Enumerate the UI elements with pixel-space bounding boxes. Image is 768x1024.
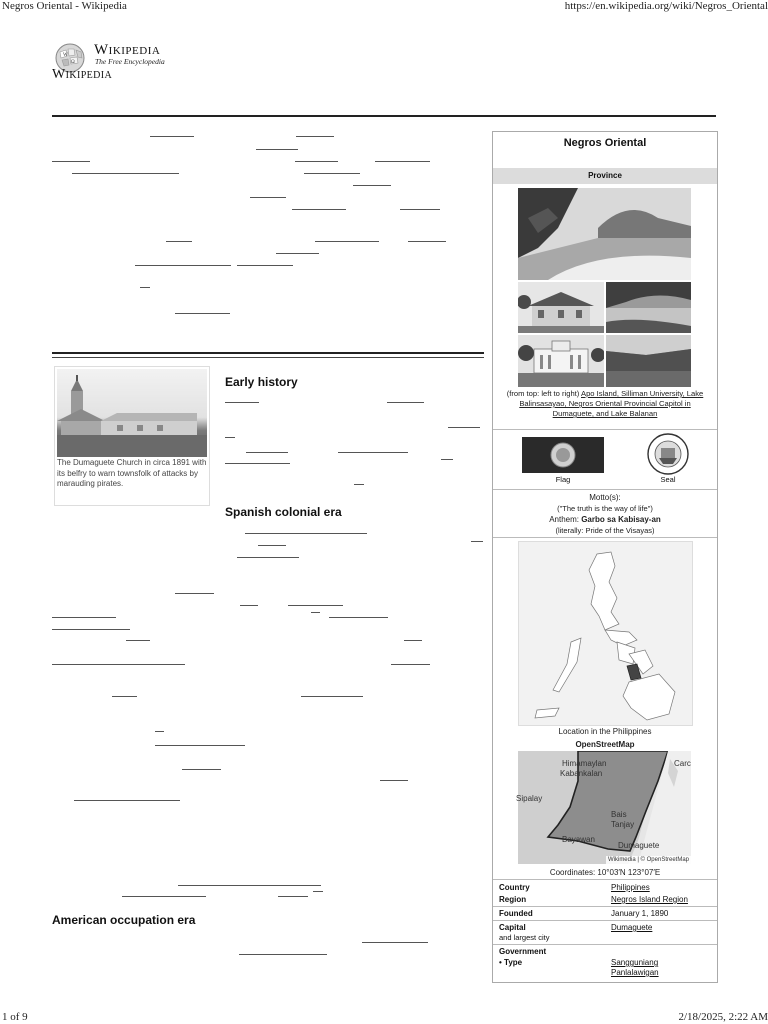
infobox-province-band: Province — [493, 168, 717, 184]
text-link[interactable] — [311, 612, 320, 613]
lake-balanan-photo[interactable] — [606, 335, 691, 387]
text-link[interactable] — [387, 402, 424, 403]
heading-early-history: Early history — [225, 375, 298, 389]
intro-link[interactable] — [135, 265, 231, 266]
text-link[interactable] — [278, 896, 308, 897]
locator-caption: Location in the Philippines — [558, 727, 652, 736]
print-page-title: Negros Oriental - Wikipedia — [2, 0, 127, 12]
text-link[interactable] — [225, 437, 235, 438]
map-place-carcar: Carc — [674, 759, 691, 768]
svg-text:Ω: Ω — [71, 60, 75, 65]
church-figure — [54, 366, 210, 506]
intro-link[interactable] — [72, 173, 179, 174]
map-place-bayawan: Bayawan — [562, 835, 595, 844]
lake-balinsasayao-photo[interactable] — [606, 282, 691, 333]
wikipedia-wordmark[interactable]: Wikipedia — [94, 42, 161, 58]
intro-link[interactable] — [315, 241, 379, 242]
osm-label: OpenStreetMap — [575, 740, 635, 749]
intro-link[interactable] — [256, 149, 298, 150]
row-region-value[interactable]: Negros Island Region — [611, 895, 688, 904]
row-type-label: • Type — [499, 958, 523, 967]
infobox-title: Negros Oriental — [563, 137, 647, 149]
intro-link[interactable] — [295, 161, 338, 162]
page-counter: 1 of 9 — [2, 1011, 28, 1023]
row-country-value[interactable]: Philippines — [611, 883, 650, 892]
silliman-university-photo[interactable] — [518, 282, 604, 333]
infobox-separator — [493, 537, 717, 538]
text-link[interactable] — [338, 452, 408, 453]
intro-link[interactable] — [140, 287, 150, 288]
map-place-dumaguete: Dumaguete — [618, 841, 660, 850]
map-place-kabankalan: Kabankalan — [560, 769, 603, 778]
intro-link[interactable] — [304, 173, 360, 174]
text-link[interactable] — [404, 640, 422, 641]
text-link[interactable] — [126, 640, 150, 641]
row-founded-label: Founded — [499, 909, 533, 918]
philippines-locator-map[interactable] — [518, 541, 693, 726]
anthem-line — [493, 515, 717, 524]
map-place-tanjay: Tanjay — [611, 820, 635, 829]
text-link[interactable] — [237, 557, 299, 558]
text-link[interactable] — [52, 664, 185, 665]
print-timestamp: 2/18/2025, 2:22 AM — [678, 1011, 768, 1023]
province-flag[interactable] — [522, 437, 604, 473]
text-link[interactable] — [240, 605, 258, 606]
openstreetmap-map[interactable] — [518, 751, 691, 864]
anthem-translation: (literally: Pride of the Visayas) — [555, 526, 655, 535]
text-link[interactable] — [380, 780, 408, 781]
text-link[interactable] — [175, 593, 214, 594]
text-link[interactable] — [182, 769, 221, 770]
provincial-capitol-photo[interactable] — [518, 335, 604, 387]
intro-link[interactable] — [237, 265, 293, 266]
text-link[interactable] — [74, 800, 180, 801]
text-link[interactable] — [239, 954, 327, 955]
infobox-separator — [493, 879, 717, 880]
row-capital-label: Capital — [499, 923, 526, 932]
flag-label: Flag — [555, 475, 571, 484]
map-attribution[interactable]: Wikimedia | © OpenStreetMap — [607, 857, 689, 863]
infobox-separator — [493, 920, 717, 921]
text-link[interactable] — [471, 541, 483, 542]
text-link[interactable] — [301, 696, 363, 697]
intro-link[interactable] — [150, 136, 194, 137]
text-link[interactable] — [288, 605, 343, 606]
infobox-separator — [493, 429, 717, 430]
text-link[interactable] — [354, 484, 364, 485]
text-link[interactable] — [246, 452, 288, 453]
motto-value: ("The truth is the way of life") — [557, 504, 653, 513]
text-link[interactable] — [225, 463, 290, 464]
text-link[interactable] — [258, 545, 286, 546]
text-link[interactable] — [313, 891, 323, 892]
heading-spanish-era: Spanish colonial era — [225, 505, 342, 519]
text-link[interactable] — [441, 459, 453, 460]
text-link[interactable] — [391, 664, 430, 665]
section-divider — [52, 357, 484, 358]
row-capital-sublabel: and largest city — [499, 933, 550, 942]
row-government-label: Government — [499, 947, 547, 956]
intro-link[interactable] — [250, 197, 286, 198]
wikipedia-tagline: The Free Encyclopedia — [95, 57, 165, 66]
text-link[interactable] — [155, 731, 164, 732]
intro-link[interactable] — [175, 313, 230, 314]
text-link[interactable] — [245, 533, 367, 534]
print-url[interactable]: https://en.wikipedia.org/wiki/Negros_Oriental — [564, 0, 768, 12]
infobox-separator — [493, 944, 717, 945]
row-type-value[interactable]: Sangguniang Panlalawigan — [611, 958, 659, 977]
intro-link[interactable] — [408, 241, 446, 242]
intro-link[interactable] — [375, 161, 430, 162]
text-link[interactable] — [155, 745, 245, 746]
text-link[interactable] — [329, 617, 388, 618]
row-capital-value[interactable]: Dumaguete — [611, 923, 653, 932]
map-place-himamaylan: Himamaylan — [562, 759, 607, 768]
text-link[interactable] — [112, 696, 137, 697]
photo-collage-caption — [499, 389, 711, 419]
row-region-label: Region — [499, 895, 527, 904]
wikipedia-wordmark-small[interactable]: Wikipedia — [52, 67, 113, 82]
row-founded-value: January 1, 1890 — [611, 909, 669, 918]
apo-island-photo[interactable] — [518, 188, 691, 280]
coordinates[interactable]: Coordinates: 10°03′N 123°07′E — [549, 868, 661, 877]
anthem-value[interactable]: Garbo sa Kabisay-an — [581, 515, 661, 524]
row-country-label: Country — [499, 883, 530, 892]
intro-link[interactable] — [276, 253, 319, 254]
section-divider — [52, 352, 484, 354]
infobox — [492, 131, 718, 983]
intro-link[interactable] — [52, 161, 90, 162]
map-place-sipalay: Sipalay — [516, 794, 543, 803]
svg-text:W: W — [63, 53, 68, 58]
intro-link[interactable] — [353, 185, 391, 186]
intro-link[interactable] — [400, 209, 440, 210]
heading-american-era: American occupation era — [52, 913, 196, 927]
caption-prefix: (from top: left to right) — [506, 389, 581, 398]
intro-link[interactable] — [166, 241, 192, 242]
text-link[interactable] — [362, 942, 428, 943]
text-link[interactable] — [122, 896, 206, 897]
infobox-separator — [493, 906, 717, 907]
dumaguete-church-photo[interactable] — [57, 369, 207, 457]
motto-label: Motto(s): — [589, 493, 621, 502]
text-link[interactable] — [225, 402, 259, 403]
caption-links[interactable]: Apo Island, Silliman University, Lake Balinsasayao, Negros Oriental Provincial Capitol in Dumaguete, and Lake Balanan — [519, 389, 704, 418]
header-divider — [52, 115, 716, 117]
province-seal[interactable] — [639, 432, 697, 476]
intro-link[interactable] — [292, 209, 346, 210]
seal-label: Seal — [660, 475, 676, 484]
text-link[interactable] — [178, 885, 321, 886]
anthem-label: Anthem: — [549, 515, 582, 524]
church-caption: The Dumaguete Church in circa 1891 with its belfry to warn townsfolk of attacks by marauding pirates. — [57, 458, 207, 488]
map-place-bais: Bais — [611, 810, 627, 819]
text-link[interactable] — [448, 427, 480, 428]
intro-link[interactable] — [296, 136, 334, 137]
text-link[interactable] — [52, 617, 116, 618]
infobox-separator — [493, 489, 717, 490]
text-link[interactable] — [52, 629, 130, 630]
